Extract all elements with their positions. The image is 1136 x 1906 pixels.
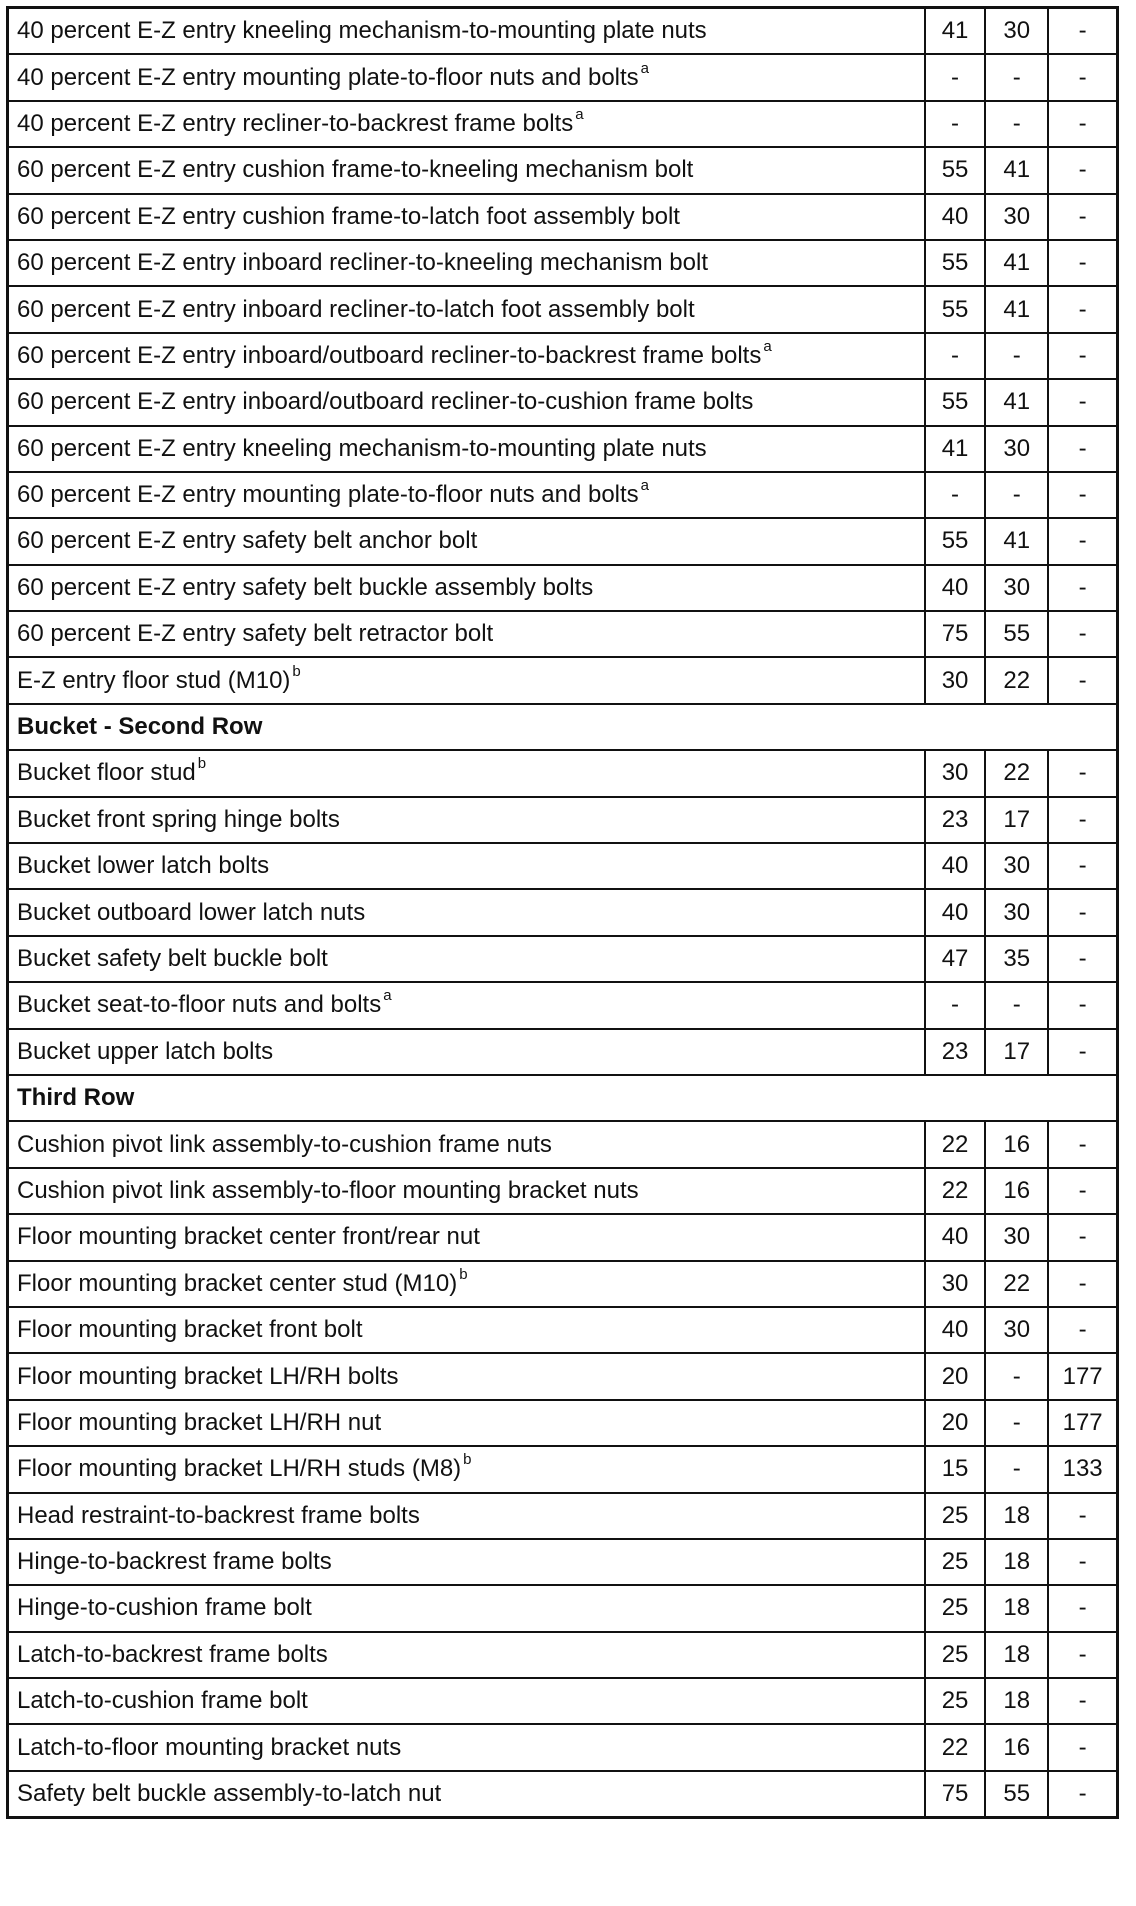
table-row (8, 611, 1118, 657)
torque-lbft-value: 35 (985, 936, 1048, 982)
footnote-marker: a (763, 337, 772, 355)
fastener-description-cell (8, 750, 925, 796)
torque-lbin-value: - (1048, 1585, 1117, 1631)
torque-lbft-value: - (985, 472, 1048, 518)
fastener-description-cell (8, 936, 925, 982)
fastener-description: Latch-to-floor mounting bracket nuts (17, 1733, 402, 1761)
torque-nm-value: 22 (925, 1168, 985, 1214)
fastener-description-cell (8, 472, 925, 518)
table-row (8, 889, 1118, 935)
table-row (8, 936, 1118, 982)
torque-lbin-value: - (1048, 797, 1117, 843)
torque-nm-value: 41 (925, 8, 985, 55)
torque-nm-value: - (925, 101, 985, 147)
torque-lbin-value: - (1048, 472, 1117, 518)
torque-nm-value: 47 (925, 936, 985, 982)
table-row (8, 1400, 1118, 1446)
table-row (8, 565, 1118, 611)
fastener-description-cell (8, 1121, 925, 1167)
fastener-description: 60 percent E-Z entry cushion frame-to-kneeling mechanism bolt (17, 156, 694, 184)
torque-lbft-value: 41 (985, 147, 1048, 193)
table-row (8, 1539, 1118, 1585)
torque-lbin-value: - (1048, 889, 1117, 935)
torque-lbft-value: 30 (985, 843, 1048, 889)
torque-lbin-value: - (1048, 379, 1117, 425)
torque-nm-value: 30 (925, 657, 985, 703)
torque-spec-sheet (6, 6, 1119, 1819)
fastener-description: Bucket floor stud (17, 759, 196, 787)
torque-lbft-value: 30 (985, 889, 1048, 935)
torque-lbin-value: - (1048, 101, 1117, 147)
torque-lbft-value: 16 (985, 1168, 1048, 1214)
fastener-description: 40 percent E-Z entry mounting plate-to-floor nuts and bolts (17, 63, 639, 91)
fastener-description-cell (8, 8, 925, 55)
fastener-description: Hinge-to-backrest frame bolts (17, 1548, 332, 1576)
torque-lbin-value: - (1048, 936, 1117, 982)
torque-lbft-value: 30 (985, 194, 1048, 240)
torque-lbin-value: - (1048, 333, 1117, 379)
table-row (8, 982, 1118, 1028)
torque-lbin-value: - (1048, 1029, 1117, 1075)
fastener-description-cell (8, 101, 925, 147)
table-row (8, 1446, 1118, 1492)
fastener-description-cell (8, 843, 925, 889)
table-row (8, 1121, 1118, 1167)
torque-nm-value: 55 (925, 147, 985, 193)
fastener-description-cell (8, 797, 925, 843)
torque-nm-value: - (925, 54, 985, 100)
torque-lbft-value: 55 (985, 1771, 1048, 1818)
fastener-description-cell (8, 1400, 925, 1446)
torque-nm-value: 22 (925, 1121, 985, 1167)
table-row (8, 750, 1118, 796)
table-row (8, 1678, 1118, 1724)
torque-lbin-value: - (1048, 611, 1117, 657)
torque-lbft-value: 22 (985, 750, 1048, 796)
torque-lbft-value: - (985, 1446, 1048, 1492)
fastener-description: Floor mounting bracket front bolt (17, 1316, 363, 1344)
fastener-description-cell (8, 1493, 925, 1539)
torque-lbin-value: 177 (1048, 1353, 1117, 1399)
torque-lbft-value: 17 (985, 797, 1048, 843)
fastener-description-cell (8, 54, 925, 100)
fastener-description: 60 percent E-Z entry safety belt buckle assembly bolts (17, 573, 594, 601)
torque-lbin-value: - (1048, 1214, 1117, 1260)
torque-nm-value: 25 (925, 1539, 985, 1585)
torque-lbft-value: 41 (985, 240, 1048, 286)
torque-lbin-value: - (1048, 1307, 1117, 1353)
footnote-marker: a (640, 59, 650, 77)
fastener-description: E-Z entry floor stud (M10) (17, 666, 291, 694)
fastener-description: Floor mounting bracket center front/rear nut (17, 1223, 480, 1251)
fastener-description-cell (8, 657, 925, 703)
torque-lbft-value: 41 (985, 286, 1048, 332)
torque-lbin-value: - (1048, 1771, 1117, 1818)
torque-lbft-value: - (985, 54, 1048, 100)
fastener-description: 60 percent E-Z entry safety belt anchor bolt (17, 527, 478, 555)
torque-nm-value: 55 (925, 379, 985, 425)
torque-nm-value: 30 (925, 1261, 985, 1307)
torque-lbft-value: - (985, 101, 1048, 147)
torque-lbft-value: 18 (985, 1585, 1048, 1631)
fastener-description-cell (8, 611, 925, 657)
torque-lbin-value: - (1048, 1724, 1117, 1770)
footnote-marker: b (197, 755, 207, 773)
fastener-description: Cushion pivot link assembly-to-cushion frame nuts (17, 1130, 552, 1158)
torque-nm-value: 20 (925, 1400, 985, 1446)
fastener-description-cell (8, 1168, 925, 1214)
torque-lbin-value: - (1048, 147, 1117, 193)
torque-lbft-value: - (985, 1353, 1048, 1399)
fastener-description-cell (8, 565, 925, 611)
torque-nm-value: 40 (925, 194, 985, 240)
torque-spec-table (6, 6, 1119, 1819)
fastener-description-cell (8, 333, 925, 379)
table-row (8, 843, 1118, 889)
fastener-description: Floor mounting bracket LH/RH bolts (17, 1362, 399, 1390)
torque-lbin-value: - (1048, 1493, 1117, 1539)
table-row (8, 1261, 1118, 1307)
table-row (8, 1353, 1118, 1399)
fastener-description: Bucket safety belt buckle bolt (17, 945, 328, 972)
fastener-description: 60 percent E-Z entry mounting plate-to-floor nuts and bolts (17, 481, 639, 509)
torque-lbin-value: - (1048, 194, 1117, 240)
fastener-description: 60 percent E-Z entry kneeling mechanism-to-mounting plate nuts (17, 434, 707, 462)
torque-lbft-value: 55 (985, 611, 1048, 657)
table-row (8, 1632, 1118, 1678)
footnote-marker: b (463, 1451, 472, 1469)
torque-lbft-value: 41 (985, 518, 1048, 564)
table-row (8, 240, 1118, 286)
torque-lbft-value: 30 (985, 426, 1048, 472)
torque-nm-value: 23 (925, 1029, 985, 1075)
torque-nm-value: 41 (925, 426, 985, 472)
torque-nm-value: 40 (925, 843, 985, 889)
torque-lbft-value: 18 (985, 1632, 1048, 1678)
torque-lbin-value: - (1048, 1168, 1117, 1214)
torque-lbin-value: - (1048, 1632, 1117, 1678)
torque-nm-value: 15 (925, 1446, 985, 1492)
torque-lbft-value: 18 (985, 1678, 1048, 1724)
torque-nm-value: 40 (925, 565, 985, 611)
fastener-description: 60 percent E-Z entry inboard recliner-to-latch foot assembly bolt (17, 295, 695, 323)
torque-nm-value: - (925, 472, 985, 518)
fastener-description: Bucket outboard lower latch nuts (17, 898, 366, 926)
table-row (8, 194, 1118, 240)
table-row (8, 1307, 1118, 1353)
torque-spec-table-body (8, 8, 1118, 1818)
fastener-description-cell (8, 1353, 925, 1399)
torque-lbin-value: - (1048, 1539, 1117, 1585)
section-title: Bucket - Second Row (8, 704, 1118, 750)
table-row (8, 1029, 1118, 1075)
fastener-description: Safety belt buckle assembly-to-latch nut (17, 1780, 442, 1808)
footnote-marker: a (575, 105, 584, 123)
table-row (8, 286, 1118, 332)
torque-lbin-value: - (1048, 518, 1117, 564)
torque-lbin-value: - (1048, 1261, 1117, 1307)
table-row (8, 379, 1118, 425)
torque-nm-value: - (925, 982, 985, 1028)
torque-lbin-value: - (1048, 286, 1117, 332)
footnote-marker: a (640, 477, 650, 495)
torque-nm-value: 75 (925, 611, 985, 657)
torque-lbft-value: 18 (985, 1493, 1048, 1539)
table-row (8, 1771, 1118, 1818)
torque-lbin-value: - (1048, 240, 1117, 286)
torque-nm-value: 55 (925, 240, 985, 286)
torque-lbft-value: - (985, 982, 1048, 1028)
fastener-description-cell (8, 889, 925, 935)
section-header-row (8, 704, 1118, 750)
table-row (8, 333, 1118, 379)
torque-lbft-value: 30 (985, 565, 1048, 611)
fastener-description: 60 percent E-Z entry safety belt retractor bolt (17, 620, 494, 648)
torque-lbin-value: - (1048, 843, 1117, 889)
torque-lbin-value: - (1048, 426, 1117, 472)
fastener-description: Bucket upper latch bolts (17, 1037, 274, 1065)
fastener-description-cell (8, 1771, 925, 1818)
torque-nm-value: 25 (925, 1585, 985, 1631)
torque-lbin-value: - (1048, 982, 1117, 1028)
table-row (8, 797, 1118, 843)
fastener-description: 60 percent E-Z entry inboard recliner-to-kneeling mechanism bolt (17, 249, 708, 277)
fastener-description-cell (8, 286, 925, 332)
fastener-description-cell (8, 1029, 925, 1075)
fastener-description-cell (8, 1539, 925, 1585)
fastener-description-cell (8, 1446, 925, 1492)
footnote-marker: a (383, 987, 392, 1005)
fastener-description-cell (8, 147, 925, 193)
torque-nm-value: 40 (925, 889, 985, 935)
fastener-description: Bucket lower latch bolts (17, 852, 270, 880)
torque-lbft-value: - (985, 333, 1048, 379)
torque-lbin-value: - (1048, 750, 1117, 796)
torque-nm-value: 55 (925, 286, 985, 332)
fastener-description-cell (8, 379, 925, 425)
torque-lbft-value: 41 (985, 379, 1048, 425)
torque-lbft-value: - (985, 1400, 1048, 1446)
fastener-description: Head restraint-to-backrest frame bolts (17, 1501, 420, 1529)
torque-lbft-value: 16 (985, 1724, 1048, 1770)
torque-lbft-value: 17 (985, 1029, 1048, 1075)
torque-nm-value: 75 (925, 1771, 985, 1818)
fastener-description: Floor mounting bracket LH/RH nut (17, 1408, 382, 1436)
fastener-description-cell (8, 518, 925, 564)
table-row (8, 1585, 1118, 1631)
torque-lbft-value: 30 (985, 1307, 1048, 1353)
torque-lbft-value: 30 (985, 1214, 1048, 1260)
torque-lbin-value: 177 (1048, 1400, 1117, 1446)
fastener-description-cell (8, 982, 925, 1028)
fastener-description: Cushion pivot link assembly-to-floor mounting bracket nuts (17, 1176, 639, 1204)
table-row (8, 426, 1118, 472)
table-row (8, 1214, 1118, 1260)
fastener-description-cell (8, 1678, 925, 1724)
table-row (8, 657, 1118, 703)
fastener-description: Latch-to-cushion frame bolt (17, 1687, 308, 1715)
fastener-description: 60 percent E-Z entry inboard/outboard recliner-to-cushion frame bolts (17, 388, 754, 416)
table-row (8, 1493, 1118, 1539)
table-row (8, 472, 1118, 518)
fastener-description: 40 percent E-Z entry recliner-to-backrest frame bolts (17, 109, 574, 137)
fastener-description: Floor mounting bracket center stud (M10) (17, 1269, 458, 1297)
fastener-description-cell (8, 1585, 925, 1631)
table-row (8, 54, 1118, 100)
footnote-marker: b (292, 662, 301, 680)
torque-nm-value: 40 (925, 1307, 985, 1353)
table-row (8, 8, 1118, 55)
torque-lbft-value: 22 (985, 657, 1048, 703)
fastener-description-cell (8, 1261, 925, 1307)
fastener-description-cell (8, 194, 925, 240)
fastener-description-cell (8, 1724, 925, 1770)
fastener-description: 60 percent E-Z entry cushion frame-to-latch foot assembly bolt (17, 202, 680, 230)
fastener-description: 60 percent E-Z entry inboard/outboard recliner-to-backrest frame bolts (17, 341, 762, 369)
fastener-description: Latch-to-backrest frame bolts (17, 1640, 328, 1668)
torque-lbin-value: - (1048, 54, 1117, 100)
torque-lbin-value: - (1048, 565, 1117, 611)
fastener-description-cell (8, 1214, 925, 1260)
torque-nm-value: 55 (925, 518, 985, 564)
torque-nm-value: 22 (925, 1724, 985, 1770)
torque-lbin-value: - (1048, 1121, 1117, 1167)
torque-nm-value: 23 (925, 797, 985, 843)
torque-nm-value: 20 (925, 1353, 985, 1399)
fastener-description: Floor mounting bracket LH/RH studs (M8) (17, 1455, 462, 1483)
torque-lbft-value: 18 (985, 1539, 1048, 1585)
table-row (8, 1724, 1118, 1770)
table-row (8, 518, 1118, 564)
torque-lbft-value: 30 (985, 8, 1048, 55)
torque-nm-value: 25 (925, 1678, 985, 1724)
torque-lbin-value: - (1048, 1678, 1117, 1724)
fastener-description-cell (8, 426, 925, 472)
torque-nm-value: - (925, 333, 985, 379)
table-row (8, 101, 1118, 147)
fastener-description: 40 percent E-Z entry kneeling mechanism-to-mounting plate nuts (17, 17, 707, 45)
fastener-description-cell (8, 240, 925, 286)
section-title: Third Row (8, 1075, 1118, 1121)
fastener-description-cell (8, 1632, 925, 1678)
table-row (8, 147, 1118, 193)
torque-nm-value: 30 (925, 750, 985, 796)
section-header-row (8, 1075, 1118, 1121)
fastener-description: Bucket seat-to-floor nuts and bolts (17, 991, 382, 1019)
footnote-marker: b (459, 1265, 468, 1283)
torque-nm-value: 25 (925, 1493, 985, 1539)
table-row (8, 1168, 1118, 1214)
fastener-description: Bucket front spring hinge bolts (17, 805, 340, 833)
torque-lbft-value: 16 (985, 1121, 1048, 1167)
torque-nm-value: 25 (925, 1632, 985, 1678)
torque-nm-value: 40 (925, 1214, 985, 1260)
torque-lbin-value: - (1048, 8, 1117, 55)
torque-lbin-value: - (1048, 657, 1117, 703)
fastener-description: Hinge-to-cushion frame bolt (17, 1594, 312, 1622)
fastener-description-cell (8, 1307, 925, 1353)
torque-lbft-value: 22 (985, 1261, 1048, 1307)
torque-lbin-value: 133 (1048, 1446, 1117, 1492)
